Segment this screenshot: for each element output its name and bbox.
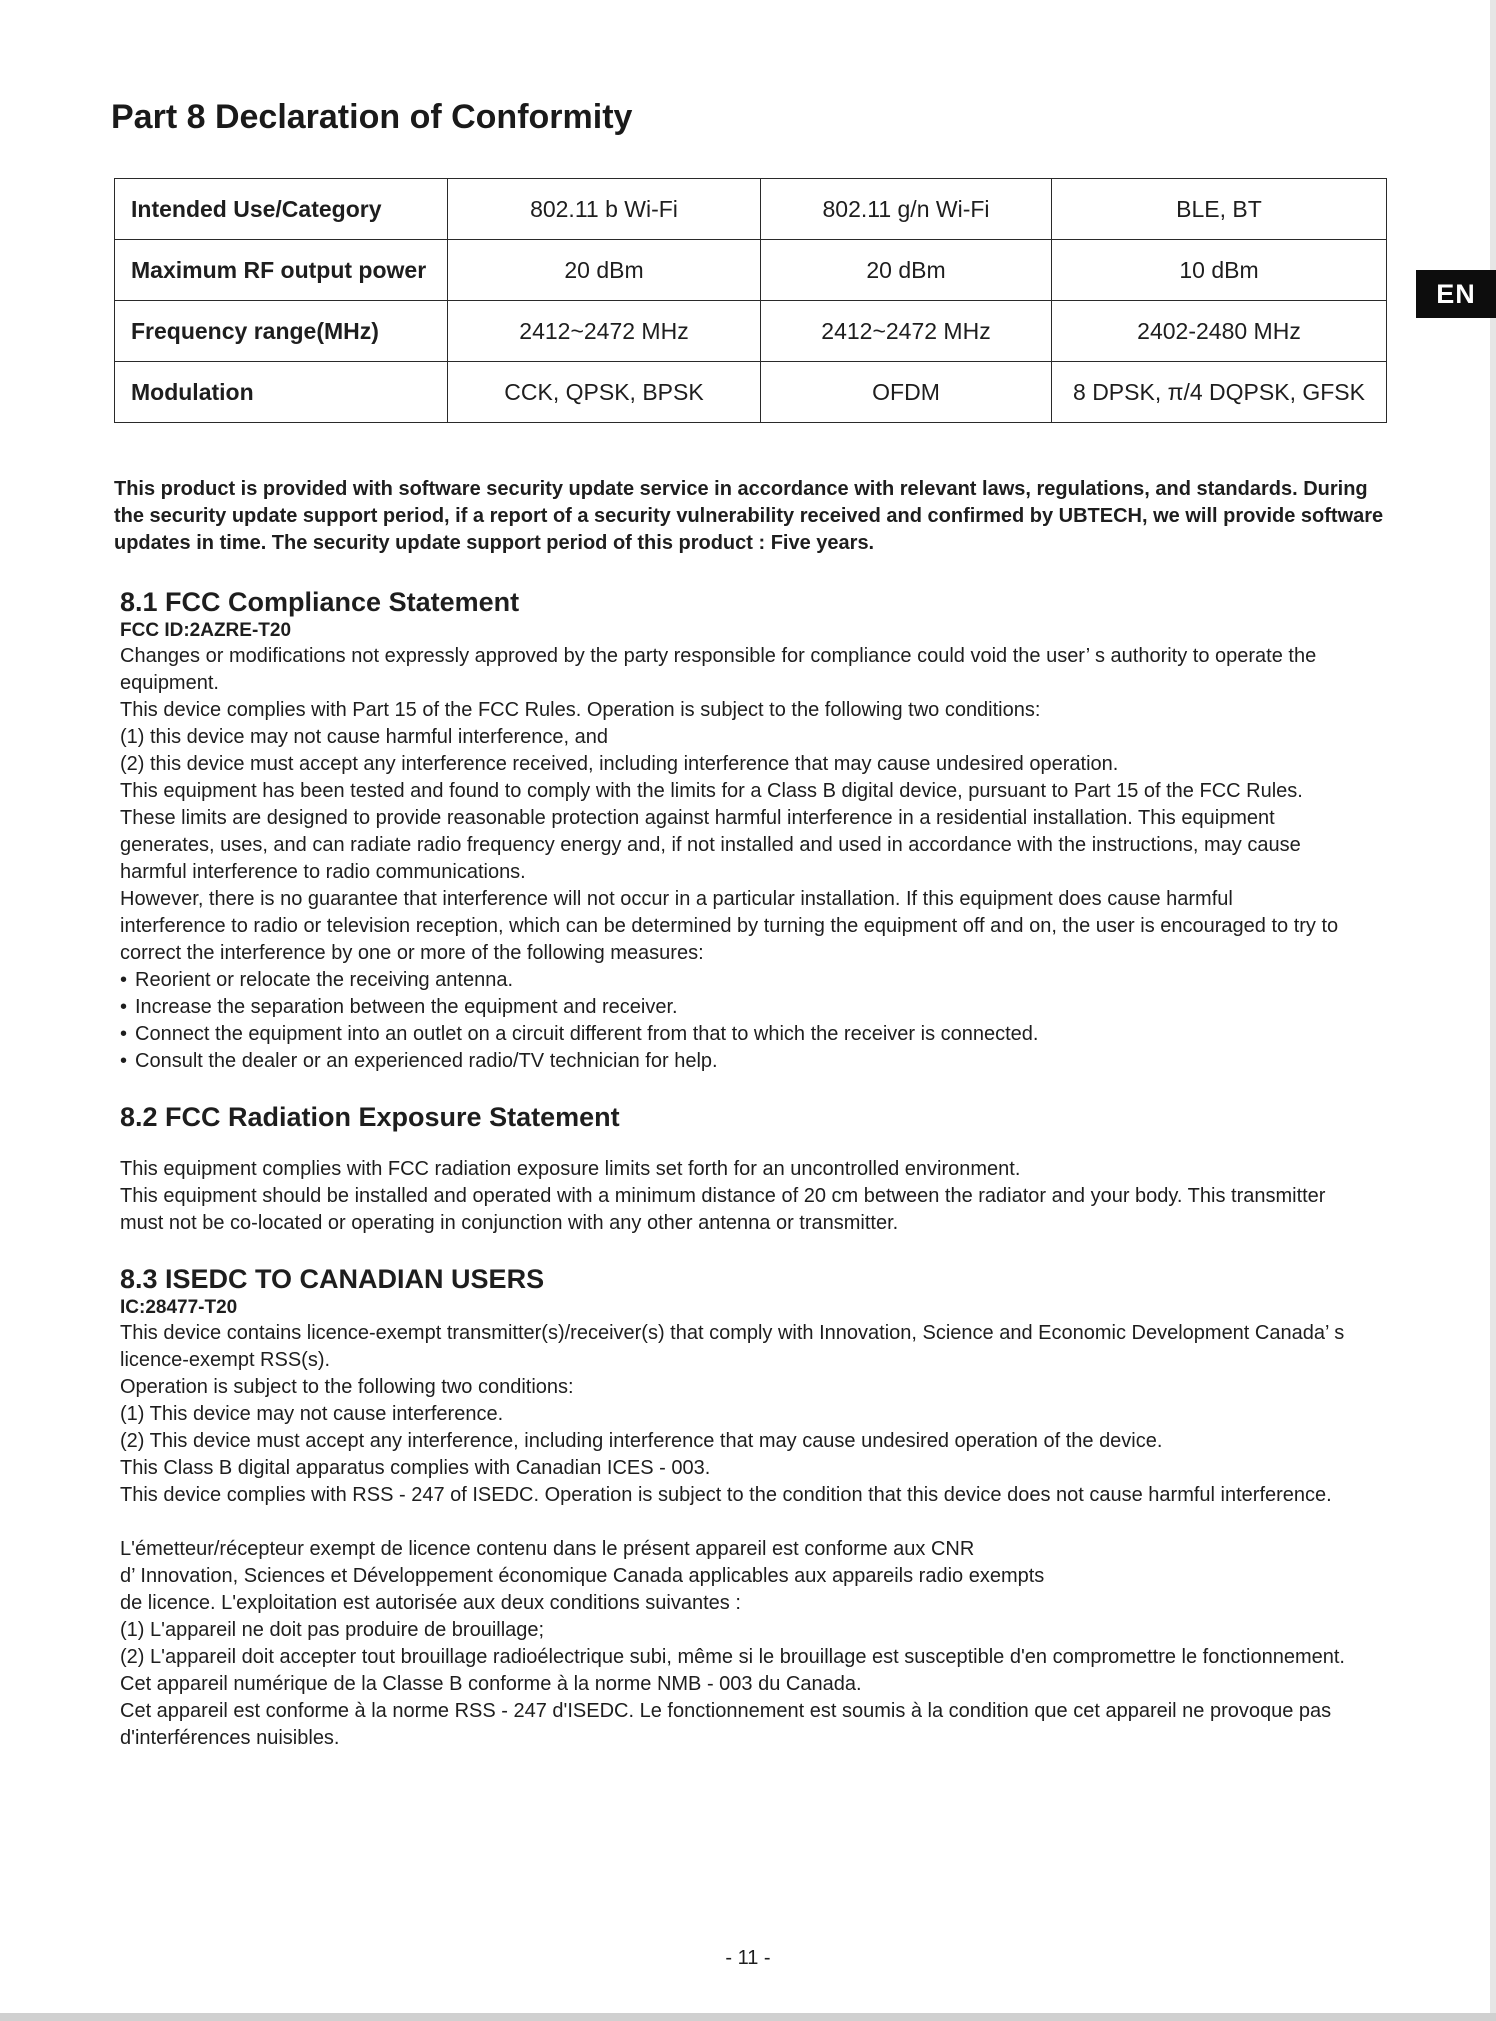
table-cell: 8 DPSK, π/4 DQPSK, GFSK [1052, 362, 1387, 423]
language-tab: EN [1416, 270, 1496, 318]
list-item: • Connect the equipment into an outlet on a circuit different from that to which the receiver is connected. [120, 1021, 1410, 1048]
text-line: Cet appareil est conforme à la norme RSS - 247 d'ISEDC. Le fonctionnement est soumis à la condition que cet appareil ne provoque pas [120, 1700, 1332, 1722]
table-cell: 802.11 b Wi-Fi [448, 179, 761, 240]
text-line: This equipment complies with FCC radiation exposure limits set forth for an uncontrolled environment. [120, 1158, 1021, 1180]
section-heading: 8.2 FCC Radiation Exposure Statement [120, 1102, 620, 1132]
spacer [120, 1134, 1410, 1156]
fcc-id: FCC ID:2AZRE-T20 [120, 620, 292, 641]
text-line: (2) L'appareil doit accepter tout brouillage radioélectrique subi, même si le brouillage est susceptible d'en compromettre le fonctionnement. [120, 1646, 1345, 1668]
security-update-note [114, 476, 1394, 557]
text-line: This Class B digital apparatus complies with Canadian ICES - 003. [120, 1457, 711, 1479]
text-line: However, there is no guarantee that interference will not occur in a particular installation. If this equipment does cause harmful [120, 888, 1233, 910]
spec-table [114, 178, 1387, 423]
text-line: the security update support period, if a report of a security vulnerability received and confirmed by UBTECH, we will provide software [114, 505, 1384, 527]
measures-list [120, 967, 1410, 1075]
radiation-exposure-section [120, 1100, 1410, 1237]
text-line: licence-exempt RSS(s). [120, 1349, 331, 1371]
row-header: Intended Use/Category [115, 179, 448, 240]
text-line: This equipment should be installed and operated with a minimum distance of 20 cm between the radiator and your body. This transmitter [120, 1185, 1326, 1207]
table-cell: OFDM [761, 362, 1052, 423]
table-cell: 10 dBm [1052, 240, 1387, 301]
text-line: (1) this device may not cause harmful interference, and [120, 726, 609, 748]
table-cell: BLE, BT [1052, 179, 1387, 240]
text-line: must not be co-located or operating in conjunction with any other antenna or transmitter. [120, 1212, 899, 1234]
text-line: de licence. L'exploitation est autorisée aux deux conditions suivantes : [120, 1592, 741, 1614]
page-bottom-edge [0, 2013, 1496, 2021]
list-item: • Reorient or relocate the receiving antenna. [120, 967, 1410, 994]
text-line: generates, uses, and can radiate radio frequency energy and, if not installed and used in accordance with the instructions, may cause [120, 834, 1301, 856]
text-line: These limits are designed to provide reasonable protection against harmful interference in a residential installation. This equipment [120, 807, 1275, 829]
section-heading: 8.3 ISEDC TO CANADIAN USERS [120, 1264, 545, 1294]
list-item: • Consult the dealer or an experienced radio/TV technician for help. [120, 1048, 1410, 1075]
table-cell: 20 dBm [761, 240, 1052, 301]
text-line: correct the interference by one or more of the following measures: [120, 942, 704, 964]
table-row [115, 362, 1387, 423]
table-row [115, 301, 1387, 362]
text-line: Changes or modifications not expressly approved by the party responsible for compliance could void the user’ s authority to operate the [120, 645, 1317, 667]
text-line: This device complies with RSS - 247 of ISEDC. Operation is subject to the condition that this device does not cause harmful interference. [120, 1484, 1332, 1506]
row-header: Frequency range(MHz) [115, 301, 448, 362]
text-line: (2) This device must accept any interference, including interference that may cause undesired operation of the device. [120, 1430, 1163, 1452]
table-cell: 2412~2472 MHz [448, 301, 761, 362]
text-line: This equipment has been tested and found to comply with the limits for a Class B digital device, pursuant to Part 15 of the FCC Rules. [120, 780, 1303, 802]
isedc-section [120, 1262, 1410, 1752]
table-cell: 20 dBm [448, 240, 761, 301]
text-line: (1) L'appareil ne doit pas produire de brouillage; [120, 1619, 545, 1641]
text-line: (2) this device must accept any interference received, including interference that may cause undesired operation. [120, 753, 1119, 775]
text-line: This product is provided with software security update service in accordance with relevant laws, regulations, and standards. During [114, 478, 1368, 500]
ic-id: IC:28477-T20 [120, 1297, 238, 1318]
list-item: • Increase the separation between the equipment and receiver. [120, 994, 1410, 1021]
row-header: Maximum RF output power [115, 240, 448, 301]
page-title: Part 8 Declaration of Conformity [111, 98, 633, 136]
table-row [115, 179, 1387, 240]
text-line: (1) This device may not cause interference. [120, 1403, 504, 1425]
text-line: d’ Innovation, Sciences et Développement économique Canada applicables aux appareils radio exempts [120, 1565, 1045, 1587]
table-cell: 2402-2480 MHz [1052, 301, 1387, 362]
text-line: This device complies with Part 15 of the FCC Rules. Operation is subject to the following two conditions: [120, 699, 1041, 721]
table-cell: CCK, QPSK, BPSK [448, 362, 761, 423]
table-cell: 2412~2472 MHz [761, 301, 1052, 362]
page-number: - 11 - [725, 1947, 771, 1969]
table-cell: 802.11 g/n Wi-Fi [761, 179, 1052, 240]
text-line: Operation is subject to the following two conditions: [120, 1376, 574, 1398]
text-line: Cet appareil numérique de la Classe B conforme à la norme NMB - 003 du Canada. [120, 1673, 862, 1695]
text-line: L'émetteur/récepteur exempt de licence contenu dans le présent appareil est conforme aux CNR [120, 1538, 975, 1560]
spacer [120, 1509, 1410, 1536]
text-line: equipment. [120, 672, 219, 694]
fcc-compliance-section [120, 585, 1410, 1075]
text-line: d'interférences nuisibles. [120, 1727, 340, 1749]
section-heading: 8.1 FCC Compliance Statement [120, 587, 520, 617]
text-line: interference to radio or television reception, which can be determined by turning the equipment off and on, the user is encouraged to try to [120, 915, 1339, 937]
text-line: updates in time. The security update support period of this product : Five years. [114, 532, 875, 554]
table-row [115, 240, 1387, 301]
text-line: This device contains licence-exempt transmitter(s)/receiver(s) that comply with Innovation, Science and Economic Development Canada’ s [120, 1322, 1345, 1344]
text-line: harmful interference to radio communications. [120, 861, 526, 883]
row-header: Modulation [115, 362, 448, 423]
